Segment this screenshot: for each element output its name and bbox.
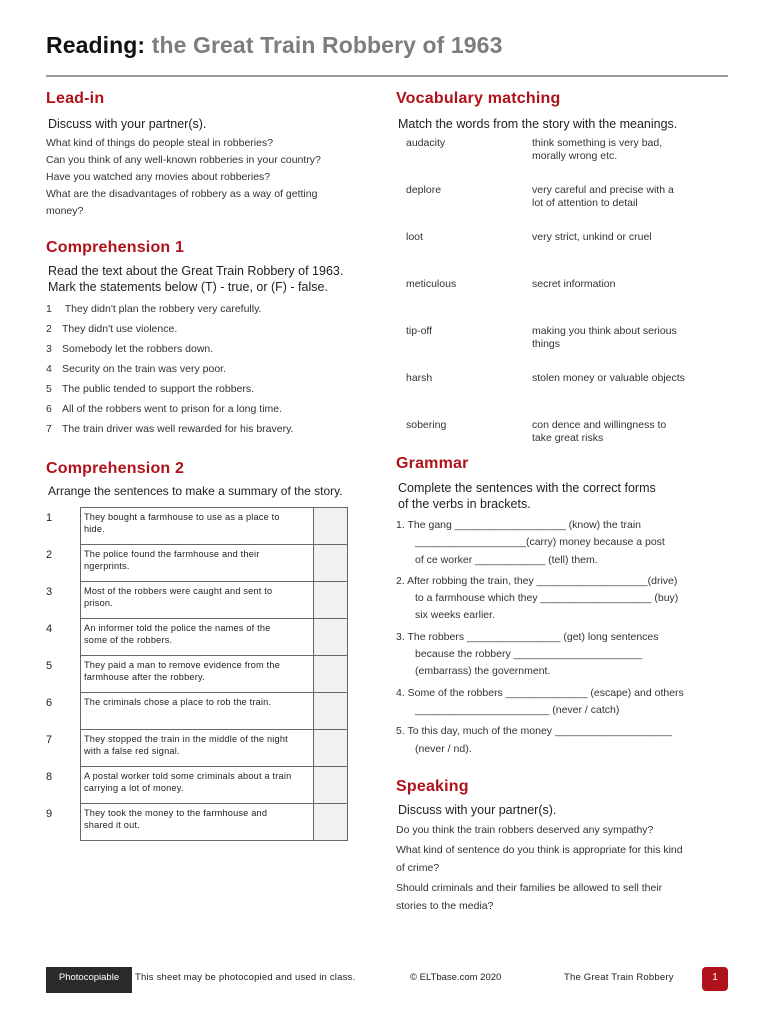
vocab-row: [396, 184, 731, 231]
leadin-question: What kind of things do people steal in robberies?: [46, 137, 274, 149]
comp2-intro: Arrange the sentences to make a summary of the story.: [48, 484, 343, 498]
list-item: 4 Security on the train was very poor.: [46, 363, 226, 375]
grammar-item: 4. Some of the robbers ______________ (escape) and others _______________________ (never / catch): [396, 686, 684, 716]
list-item: 2 They didn't use violence.: [46, 323, 178, 335]
answer-box[interactable]: [314, 582, 348, 619]
row-number: 8: [46, 770, 53, 783]
vocab-heading: Vocabulary matching: [396, 90, 561, 107]
copyright: © ELTbase.com 2020: [410, 972, 502, 983]
footer: [46, 967, 728, 993]
table-row: [46, 656, 348, 693]
answer-box[interactable]: [314, 730, 348, 767]
comp1-intro-2: Mark the statements below (T) - true, or (F) - false.: [48, 280, 328, 294]
comp1-intro-1: Read the text about the Great Train Robbery of 1963.: [48, 264, 344, 278]
list-item: 7 The train driver was well rewarded for his bravery.: [46, 423, 294, 435]
speaking-intro: Discuss with your partner(s).: [398, 802, 557, 817]
footer-doc-title: The Great Train Robbery: [564, 972, 674, 983]
page-number-badge: 1: [702, 967, 728, 991]
leadin-question: What are the disadvantages of robbery as a way of getting: [46, 188, 318, 200]
table-row: [46, 619, 348, 656]
vocab-row: [396, 231, 731, 278]
grammar-exercises: [396, 517, 731, 758]
leadin-intro: Discuss with your partner(s).: [48, 117, 207, 131]
summary-sentence: Most of the robbers were caught and sent to prison.: [81, 582, 314, 619]
vocab-row: [396, 278, 731, 325]
summary-sentence: They paid a man to remove evidence from the farmhouse after the robbery.: [81, 656, 314, 693]
answer-box[interactable]: [314, 545, 348, 582]
list-item: 1 They didn't plan the robbery very carefully.: [46, 303, 262, 315]
table-row: [46, 508, 348, 545]
answer-box[interactable]: [314, 619, 348, 656]
answer-box[interactable]: [314, 804, 348, 841]
row-number: 3: [46, 585, 53, 598]
row-number: 2: [46, 548, 53, 561]
vocab-meaning: making you think about serious things: [532, 325, 677, 350]
summary-sentence: An informer told the police the names of the some of the robbers.: [81, 619, 314, 656]
right-column: [396, 90, 731, 915]
leadin-heading: Lead-in: [46, 90, 105, 107]
comp1-heading: Comprehension 1: [46, 239, 185, 256]
left-column: [46, 90, 376, 841]
row-number: 9: [46, 807, 53, 820]
grammar-item: 3. The robbers ________________ (get) long sentences because the robbery ______________________ (embarrass) the government.: [396, 630, 659, 678]
leadin-question: Have you watched any movies about robberies?: [46, 171, 271, 183]
vocab-row: [396, 372, 731, 419]
summary-sentence: The police found the farmhouse and their ngerprints.: [81, 545, 314, 582]
summary-sentence: A postal worker told some criminals about a train carrying a lot of money.: [81, 767, 314, 804]
vocab-meaning: secret information: [532, 278, 616, 290]
vocab-meaning: con dence and willingness to take great risks: [532, 419, 667, 444]
comp2-heading: Comprehension 2: [46, 460, 185, 477]
speaking-question-cont: stories to the media?: [396, 899, 494, 912]
speaking-question: Do you think the train robbers deserved any sympathy?: [396, 823, 654, 836]
table-row: [46, 804, 348, 841]
vocab-meaning: very strict, unkind or cruel: [532, 231, 652, 243]
speaking-question-cont: of crime?: [396, 861, 440, 874]
answer-box[interactable]: [314, 656, 348, 693]
vocab-meaning: very careful and precise with a lot of attention to detail: [532, 184, 674, 209]
vocab-word: meticulous: [406, 278, 457, 290]
vocab-word: sobering: [406, 419, 447, 431]
grammar-item: 1. The gang ___________________ (know) the train ___________________(carry) money because a post of ce worker ____________ (tell) them.: [396, 519, 665, 566]
speaking-question: Should criminals and their families be allowed to sell their: [396, 882, 663, 895]
table-row: [46, 693, 348, 730]
vocab-meaning: stolen money or valuable objects: [532, 372, 685, 384]
leadin-questions: [46, 135, 376, 220]
vocab-word: tip-off: [406, 325, 433, 337]
vocab-row: [396, 419, 731, 455]
list-item: 6 All of the robbers went to prison for a long time.: [46, 403, 283, 415]
footer-note: This sheet may be photocopied and used in class.: [135, 972, 356, 983]
grammar-item: 5. To this day, much of the money ____________________ (never / nd).: [396, 725, 672, 755]
title-prefix: Reading:: [46, 32, 146, 58]
vocab-row: [396, 325, 731, 372]
table-row: [46, 545, 348, 582]
leadin-question: money?: [46, 205, 84, 217]
vocab-intro: Match the words from the story with the meanings.: [398, 117, 678, 131]
vocab-word: deplore: [406, 184, 442, 196]
comp1-statements: [46, 299, 376, 439]
leadin-question: Can you think of any well-known robberies in your country?: [46, 154, 321, 166]
summary-sentence: The criminals chose a place to rob the train.: [81, 693, 314, 730]
summary-sentence: They stopped the train in the middle of the night with a false red signal.: [81, 730, 314, 767]
grammar-heading: Grammar: [396, 455, 469, 472]
row-number: 7: [46, 733, 53, 746]
summary-sentence: They bought a farmhouse to use as a place to hide.: [81, 508, 314, 545]
answer-box[interactable]: [314, 767, 348, 804]
speaking-heading: Speaking: [396, 777, 469, 795]
answer-box[interactable]: [314, 693, 348, 730]
table-row: [46, 582, 348, 619]
vocab-meaning: think something is very bad, morally wrong etc.: [532, 137, 663, 162]
grammar-intro-1: Complete the sentences with the correct forms: [398, 481, 656, 495]
list-item: 3 Somebody let the robbers down.: [46, 343, 214, 355]
list-item: 5 The public tended to support the robbers.: [46, 383, 255, 395]
title-divider: [46, 75, 728, 77]
title-main: the Great Train Robbery of 1963: [151, 32, 503, 58]
speaking-questions: [396, 822, 731, 916]
table-row: [46, 730, 348, 767]
grammar-item: 2. After robbing the train, they ___________________(drive) to a farmhouse which they ___________________ (buy) six weeks earlier.: [396, 574, 679, 622]
row-number: 5: [46, 659, 53, 672]
row-number: 1: [46, 511, 53, 524]
row-number: 4: [46, 622, 53, 635]
answer-box[interactable]: [314, 508, 348, 545]
vocab-list: [396, 137, 731, 455]
vocab-row: [396, 137, 731, 184]
vocab-word: harsh: [406, 372, 433, 384]
photocopiable-badge: Photocopiable: [46, 967, 132, 993]
vocab-word: audacity: [406, 137, 446, 149]
speaking-question: What kind of sentence do you think is appropriate for this kind: [396, 844, 683, 857]
summary-sentence: They took the money to the farmhouse and shared it out.: [81, 804, 314, 841]
grammar-intro-2: of the verbs in brackets.: [398, 497, 531, 511]
row-number: 6: [46, 696, 53, 709]
vocab-word: loot: [406, 231, 423, 243]
table-row: [46, 767, 348, 804]
summary-table: [46, 507, 348, 841]
page-title: [46, 32, 502, 59]
